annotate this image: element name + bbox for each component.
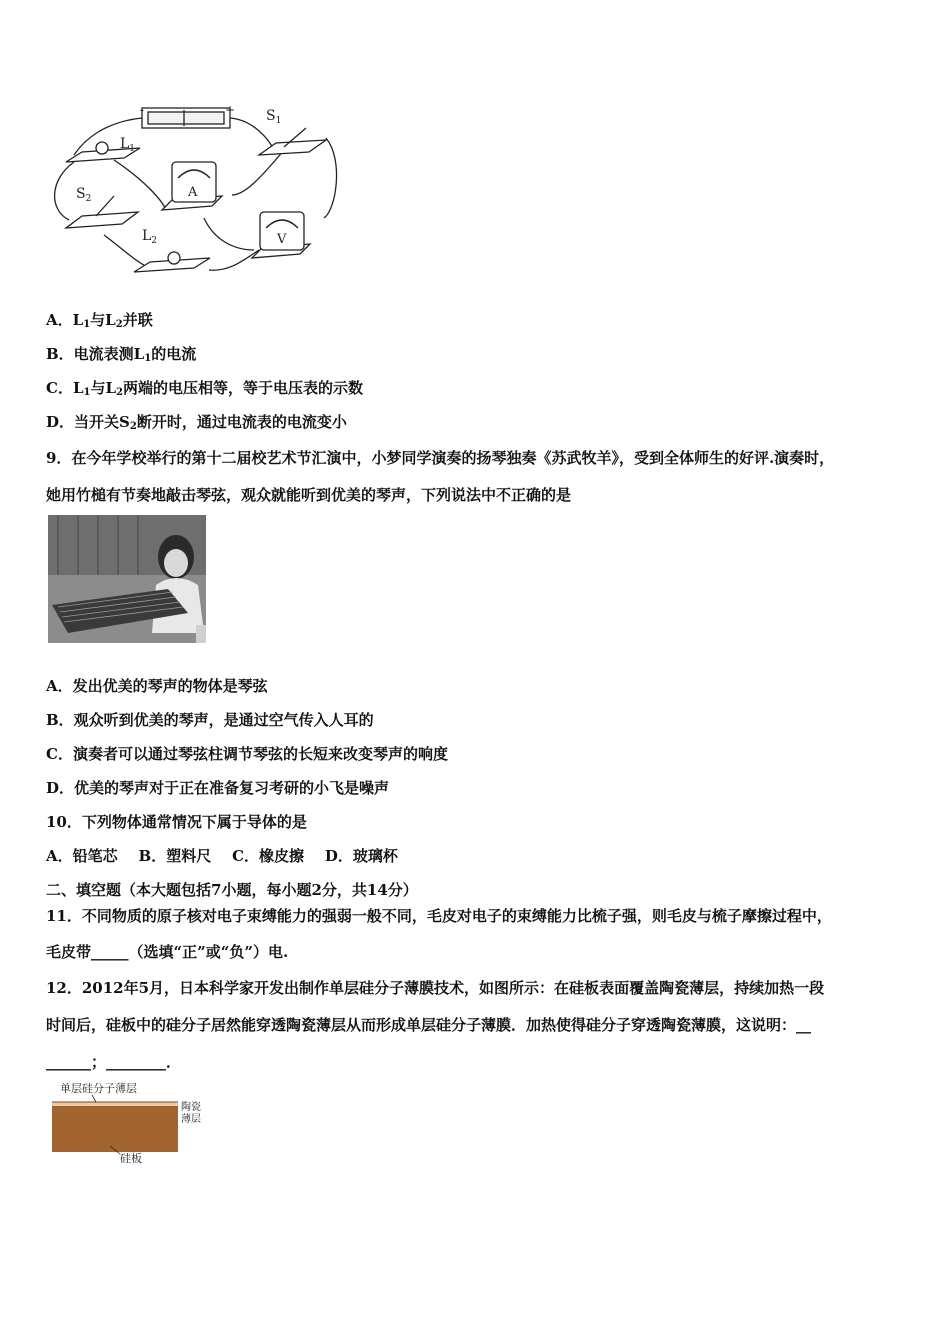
- s1-label: $S_1$: [266, 108, 282, 126]
- q10-stem: 10．下列物体通常情况下属于导体的是: [46, 813, 307, 831]
- silicon-board-label: 硅板: [120, 1152, 142, 1164]
- q12-line3: ______；________．: [46, 1053, 182, 1071]
- ceramic-label-2: 薄层: [181, 1114, 201, 1125]
- battery-plus-label: +: [225, 103, 236, 117]
- q12-line1: 12．2012年5月，日本科学家开发出制作单层硅分子薄膜技术，如图所示：在硅板表面覆盖陶瓷薄层，持续加热一段: [46, 979, 825, 997]
- circuit-svg: [44, 100, 344, 280]
- silicon-film-svg: [48, 1080, 208, 1164]
- q12-line2: 时间后，硅板中的硅分子居然能穿透陶瓷薄层从而形成单层硅分子薄膜．加热使得硅分子穿透陶瓷薄膜，这说明：__: [46, 1016, 812, 1034]
- q9-option-c: C．演奏者可以通过琴弦柱调节琴弦的长短来改变琴声的响度: [46, 745, 448, 763]
- circuit-diagram: [44, 100, 344, 280]
- q9-option-d: D．优美的琴声对于正在准备复习考研的小飞是噪声: [46, 779, 390, 797]
- q9-stem-line2: 她用竹槌有节奏地敲击琴弦，观众就能听到优美的琴声，下列说法中不正确的是: [46, 486, 572, 504]
- yangqin-photo-svg: [48, 515, 206, 643]
- yangqin-photo: [48, 515, 206, 643]
- section2-title: 二、填空题（本大题包括7小题，每小题2分，共14分）: [46, 881, 418, 899]
- l1-label: $L_1$: [120, 136, 136, 154]
- q9-option-b: B．观众听到优美的琴声，是通过空气传入人耳的: [46, 711, 374, 729]
- monolayer-label: 单层硅分子薄层: [60, 1082, 137, 1095]
- silicon-film-figure: [48, 1080, 208, 1164]
- ceramic-label-1: 陶瓷: [181, 1102, 201, 1113]
- s2-label: $S_2$: [76, 186, 92, 204]
- q9-option-a: A．发出优美的琴声的物体是琴弦: [46, 677, 268, 695]
- battery-minus-label: -: [140, 103, 145, 117]
- q8-option-d: D．当开关$S_2$断开时，通过电流表的电流变小: [46, 413, 347, 432]
- q9-stem-line1: 9．在今年学校举行的第十二届校艺术节汇演中，小梦同学演奏的扬琴独奏《苏武牧羊》，受到全体师生的好评.演奏时，: [46, 449, 835, 467]
- q8-option-c: C．$L_1$与$L_2$两端的电压相等，等于电压表的示数: [46, 379, 364, 398]
- voltmeter-label: V: [277, 232, 287, 247]
- q10-options: A．铅笔芯 B．塑料尺 C．橡皮擦 D．玻璃杯: [46, 847, 398, 865]
- q11-line1: 11．不同物质的原子核对电子束缚能力的强弱一般不同，毛皮对电子的束缚能力比梳子强，则毛皮与梳子摩擦过程中，: [46, 907, 832, 925]
- ammeter-label: A: [188, 185, 198, 200]
- q8-option-a: A．$L_1$与$L_2$并联: [46, 311, 153, 330]
- l2-label: $L_2$: [142, 228, 158, 246]
- q11-line2: 毛皮带_____（选填“正”或“负”）电.: [46, 943, 289, 961]
- q8-option-b: B．电流表测$L_1$的电流: [46, 345, 197, 364]
